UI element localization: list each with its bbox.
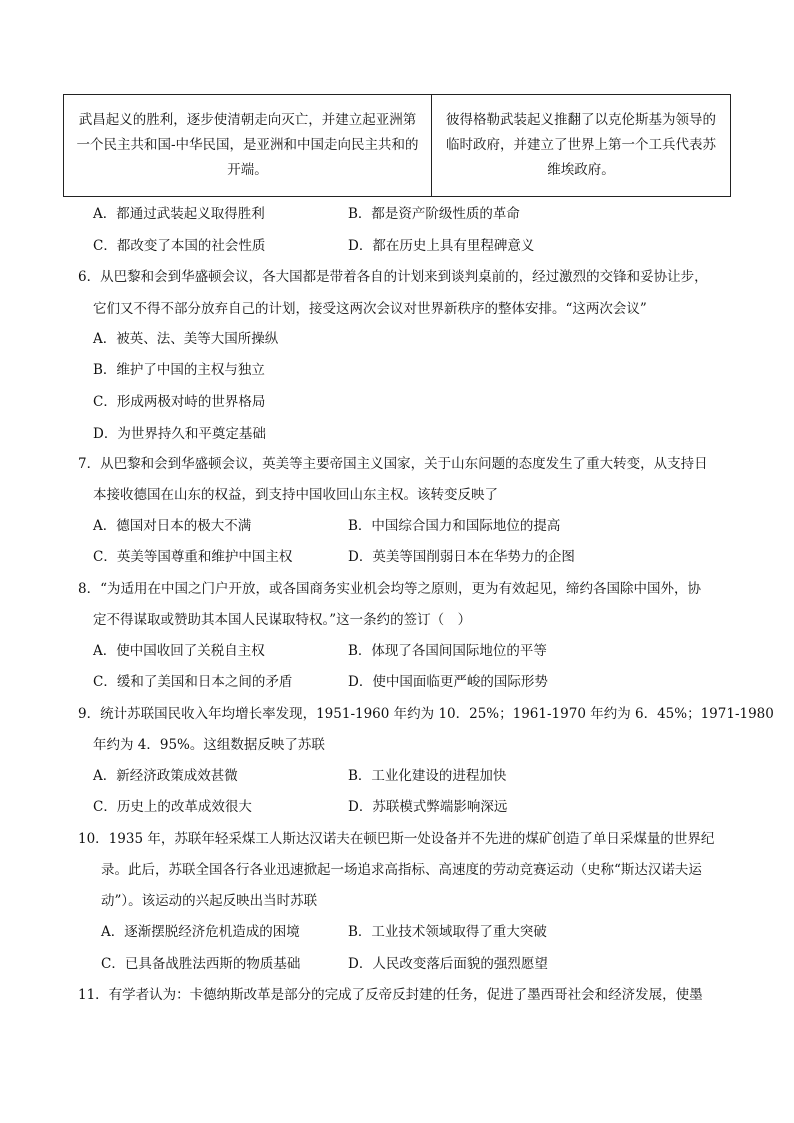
table-line: 临时政府，并建立了世界上第一个工兵代表苏 bbox=[446, 137, 716, 153]
q6-option-a[interactable]: A．被英、法、美等大国所操纵 bbox=[93, 331, 279, 347]
table-line: 武昌起义的胜利，逐步使清朝走向灭亡，并建立起亚洲第 bbox=[78, 112, 417, 128]
q5-option-c[interactable]: C．都改变了本国的社会性质 bbox=[93, 238, 266, 254]
q9-stem-line: 年约为 4．95%。这组数据反映了苏联 bbox=[93, 737, 325, 753]
q5-option-b[interactable]: B．都是资产阶级性质的革命 bbox=[348, 206, 520, 222]
q7-stem-line: 本接收德国在山东的权益，到支持中国收回山东主权。该转变反映了 bbox=[93, 487, 498, 503]
q8-option-a[interactable]: A．使中国收回了关税自主权 bbox=[93, 643, 265, 659]
q7-option-d[interactable]: D．英美等国削弱日本在华势力的企图 bbox=[348, 549, 575, 565]
q11-stem-line: 11．有学者认为：卡德纳斯改革是部分的完成了反帝反封建的任务，促进了墨西哥社会和经济发展，使墨 bbox=[78, 987, 703, 1003]
q9-option-b[interactable]: B．工业化建设的进程加快 bbox=[348, 768, 507, 784]
q6-option-b[interactable]: B．维护了中国的主权与独立 bbox=[93, 362, 265, 378]
q10-option-a[interactable]: A．逐渐摆脱经济危机造成的困境 bbox=[101, 924, 300, 940]
q7-stem-line: 7．从巴黎和会到华盛顿会议，英美等主要帝国主义国家，关于山东问题的态度发生了重大转变，从支持日 bbox=[78, 456, 708, 472]
q10-stem-line: 动”）。该运动的兴起反映出当时苏联 bbox=[101, 893, 318, 909]
q9-option-a[interactable]: A．新经济政策成效甚微 bbox=[93, 768, 238, 784]
q6-option-d[interactable]: D．为世界持久和平奠定基础 bbox=[93, 426, 266, 442]
q7-option-b[interactable]: B．中国综合国力和国际地位的提高 bbox=[348, 518, 561, 534]
q8-option-c[interactable]: C．缓和了美国和日本之间的矛盾 bbox=[93, 674, 293, 690]
q6-stem-line: 6．从巴黎和会到华盛顿会议，各大国都是带着各自的计划来到谈判桌前的，经过激烈的交锋和妥协让步， bbox=[78, 269, 708, 285]
q9-option-c[interactable]: C．历史上的改革成效很大 bbox=[93, 799, 252, 815]
q8-option-b[interactable]: B．体现了各国间国际地位的平等 bbox=[348, 643, 547, 659]
table-line: 开端。 bbox=[227, 162, 268, 178]
table-line: 彼得格勒武装起义推翻了以克伦斯基为领导的 bbox=[446, 112, 716, 128]
q8-stem-line: 8．“为适用在中国之门户开放，或各国商务实业机会均等之原则，更为有效起见，缔约各国除中国外，协 bbox=[78, 581, 701, 597]
q10-option-c[interactable]: C．已具备战胜法西斯的物质基础 bbox=[101, 956, 301, 972]
q7-option-a[interactable]: A．德国对日本的极大不满 bbox=[93, 518, 252, 534]
table-line: 一个民主共和国-中华民国，是亚洲和中国走向民主共和的 bbox=[76, 137, 419, 153]
q9-option-d[interactable]: D．苏联模式弊端影响深远 bbox=[348, 799, 508, 815]
comparison-table bbox=[63, 94, 731, 197]
q5-option-d[interactable]: D．都在历史上具有里程碑意义 bbox=[348, 238, 535, 254]
q9-stem-line: 9．统计苏联国民收入年均增长率发现，1951-1960 年约为 10．25%；1961-1970 年约为 6．45%；1971-1980 bbox=[78, 706, 774, 722]
table-cell-wuchang-uprising bbox=[64, 95, 432, 196]
q7-option-c[interactable]: C．英美等国尊重和维护中国主权 bbox=[93, 549, 293, 565]
q5-option-a[interactable]: A．都通过武装起义取得胜利 bbox=[93, 206, 265, 222]
q10-stem-line: 录。此后，苏联全国各行各业迅速掀起一场追求高指标、高速度的劳动竞赛运动（史称“斯达汉诺夫运 bbox=[101, 862, 702, 878]
q10-option-d[interactable]: D．人民改变落后面貌的强烈愿望 bbox=[348, 956, 548, 972]
q6-option-c[interactable]: C．形成两极对峙的世界格局 bbox=[93, 394, 266, 410]
table-line: 维埃政府。 bbox=[547, 162, 615, 178]
q10-stem-line: 10．1935 年，苏联年轻采煤工人斯达汉诺夫在顿巴斯一处设备并不先进的煤矿创造了单日采煤量的世界纪 bbox=[78, 831, 715, 847]
q8-option-d[interactable]: D．使中国面临更严峻的国际形势 bbox=[348, 674, 548, 690]
table-cell-petrograd-uprising bbox=[432, 95, 730, 196]
q6-stem-line: 它们又不得不部分放弃自己的计划，接受这两次会议对世界新秩序的整体安排。“这两次会议” bbox=[93, 301, 647, 317]
q10-option-b[interactable]: B．工业技术领域取得了重大突破 bbox=[348, 924, 547, 940]
q8-stem-line: 定不得谋取或赞助其本国人民谋取特权。”这一条约的签订（ ） bbox=[93, 612, 472, 628]
